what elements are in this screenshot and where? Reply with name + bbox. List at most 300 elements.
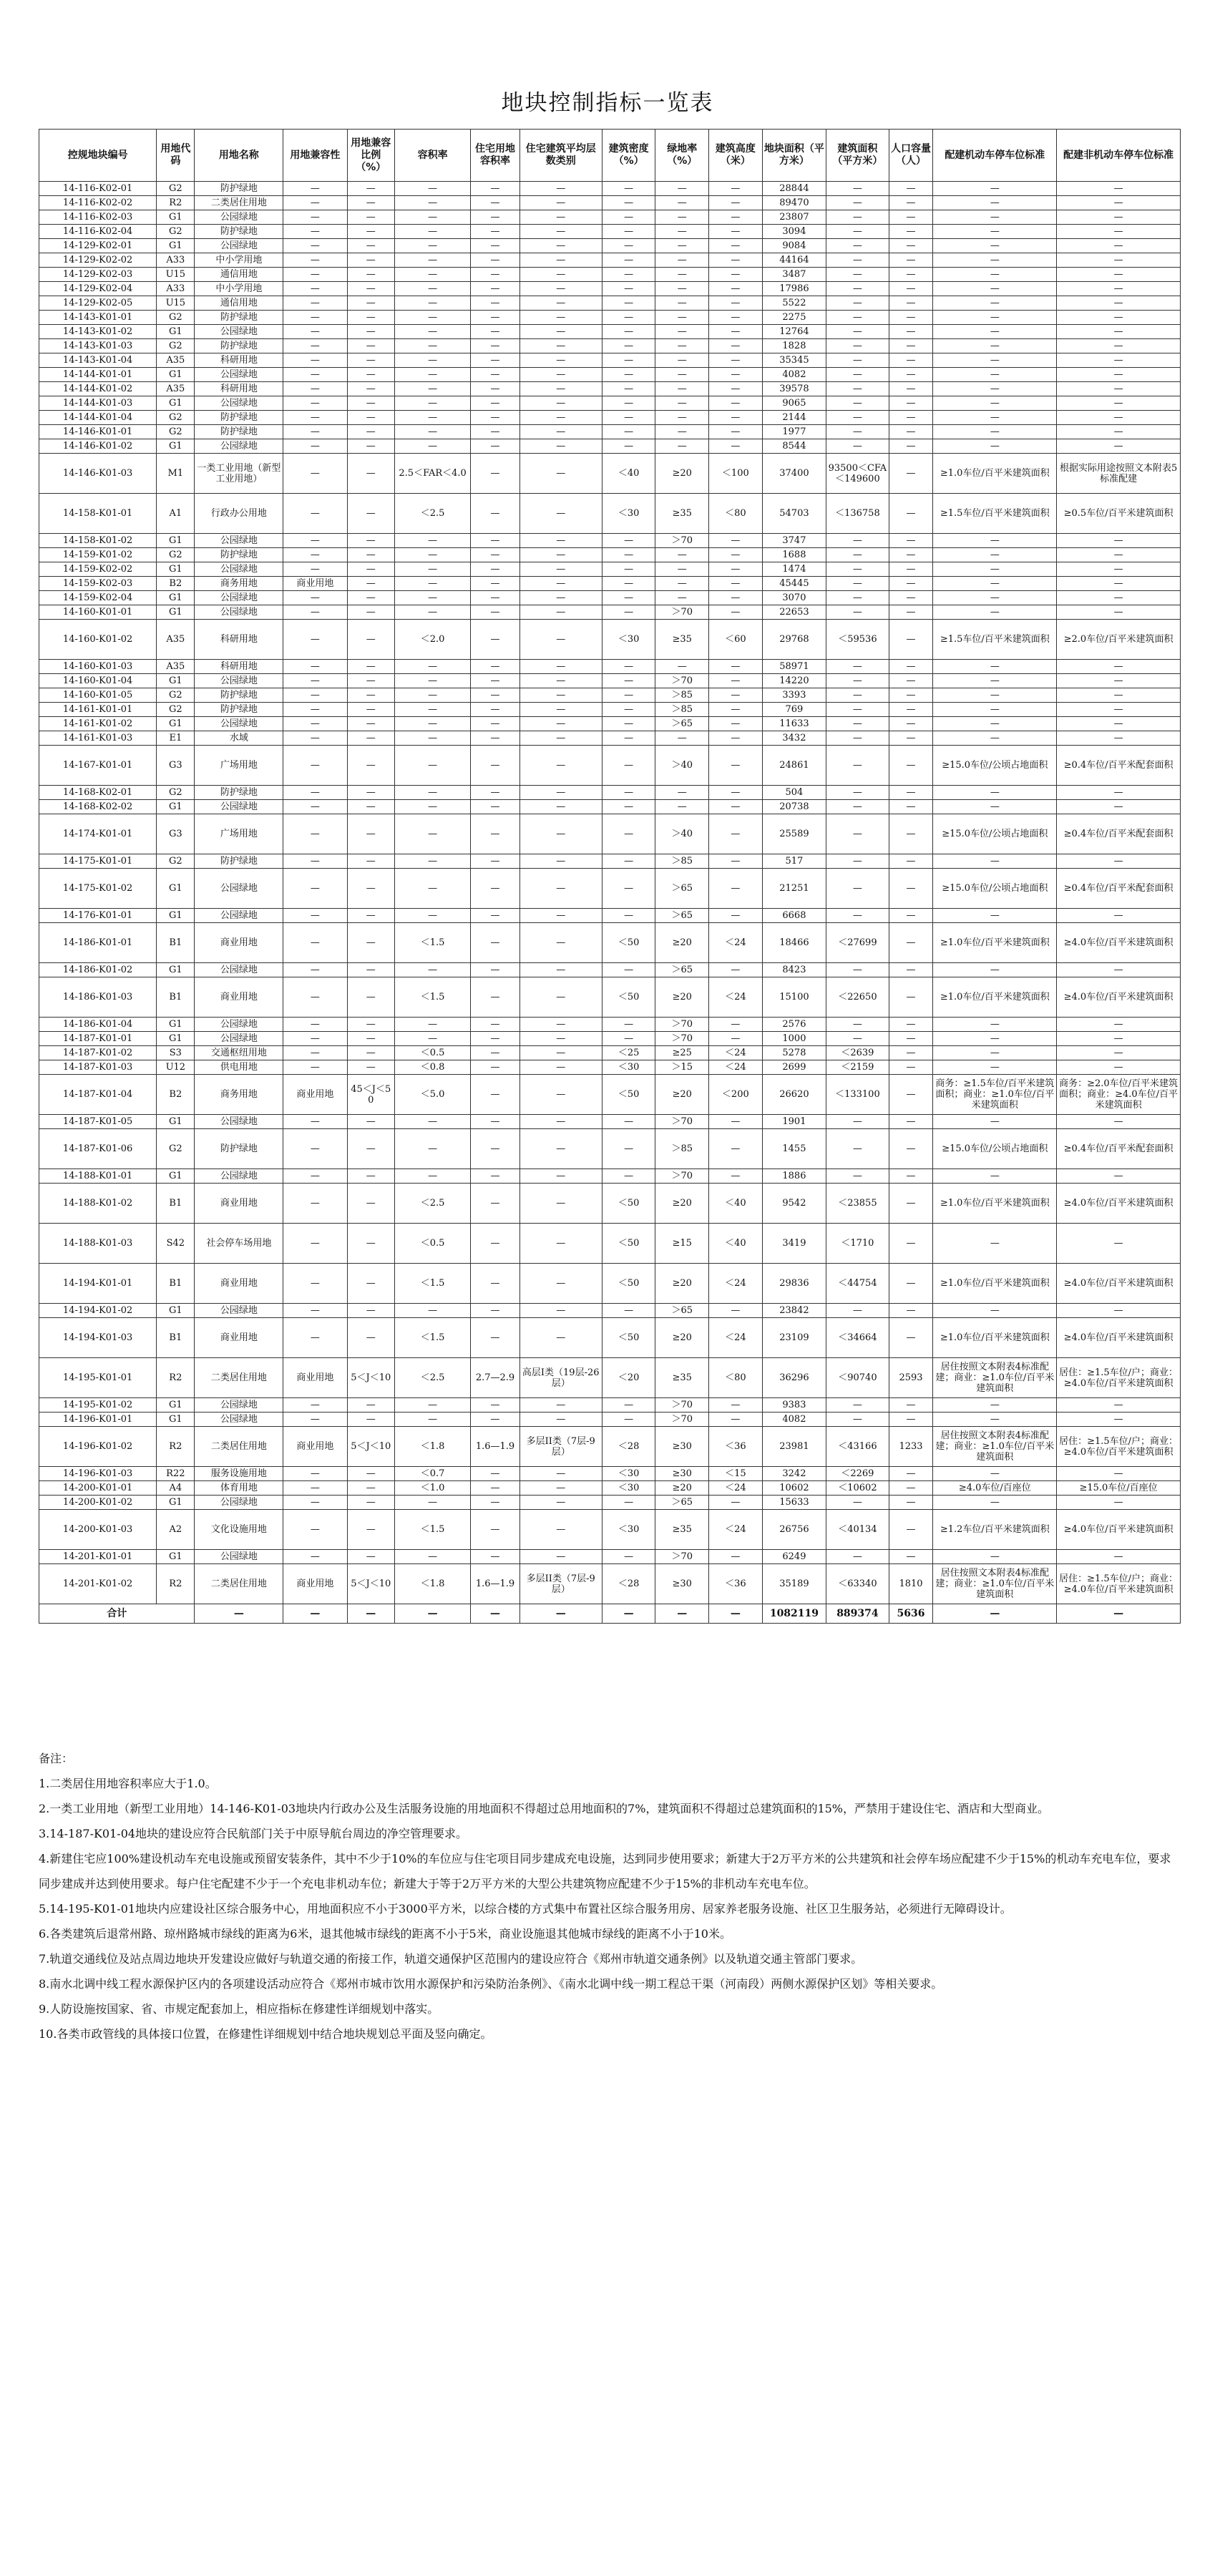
table-cell: — (709, 746, 763, 786)
table-cell: — (1057, 731, 1181, 746)
table-cell: — (826, 703, 889, 717)
table-cell: — (826, 1115, 889, 1129)
table-cell: — (826, 963, 889, 977)
table-cell: 14-159-K01-02 (39, 548, 157, 562)
table-cell: — (826, 253, 889, 268)
table-cell: — (933, 548, 1057, 562)
table-cell: — (394, 800, 471, 814)
table-cell: — (347, 1032, 394, 1046)
table-row (39, 225, 1181, 239)
table-row (39, 1358, 1181, 1398)
table-cell: 11633 (762, 717, 826, 731)
table-cell: 35189 (762, 1564, 826, 1604)
table-cell: — (471, 1413, 519, 1427)
table-cell: — (347, 1550, 394, 1564)
table-cell: — (394, 577, 471, 591)
table-cell: — (519, 1264, 602, 1304)
table-cell: 14-146-K01-01 (39, 425, 157, 439)
table-cell: 14-144-K01-02 (39, 382, 157, 396)
table-cell: 1828 (762, 339, 826, 353)
table-cell: ＜5.0 (394, 1075, 471, 1115)
table-cell: — (602, 746, 655, 786)
table-cell: — (709, 411, 763, 425)
table-cell: 14-201-K01-01 (39, 1550, 157, 1564)
table-cell: — (519, 577, 602, 591)
table-cell: ＜24 (709, 923, 763, 963)
table-cell: — (283, 800, 348, 814)
table-cell: 14-196-K01-03 (39, 1467, 157, 1481)
table-cell: — (471, 210, 519, 225)
table-cell: — (826, 196, 889, 210)
table-cell: — (471, 688, 519, 703)
table-cell: ＞70 (655, 1550, 709, 1564)
table-cell: — (933, 368, 1057, 382)
table-row (39, 1046, 1181, 1060)
table-cell: 14-186-K01-04 (39, 1018, 157, 1032)
table-cell: 公园绿地 (195, 562, 283, 577)
total-cell: — (655, 1604, 709, 1624)
table-cell: — (826, 577, 889, 591)
table-cell: ≥20 (655, 1184, 709, 1224)
table-cell: ≥20 (655, 454, 709, 494)
table-cell: — (347, 411, 394, 425)
table-cell: — (709, 1496, 763, 1510)
table-cell: 公园绿地 (195, 869, 283, 909)
table-row (39, 382, 1181, 396)
table-cell: — (471, 296, 519, 311)
table-cell: 防护绿地 (195, 703, 283, 717)
table-cell: — (519, 1224, 602, 1264)
table-cell: 14-143-K01-02 (39, 325, 157, 339)
table-cell: — (933, 963, 1057, 977)
table-cell: — (602, 239, 655, 253)
column-header: 用地兼容比例（%） (347, 130, 394, 182)
table-cell: — (283, 703, 348, 717)
table-cell: — (889, 239, 933, 253)
table-cell: — (347, 182, 394, 196)
table-cell: — (394, 325, 471, 339)
notes-list (39, 1771, 1181, 2046)
table-cell: — (889, 674, 933, 688)
table-cell: — (519, 182, 602, 196)
table-cell: — (933, 703, 1057, 717)
table-cell: — (283, 411, 348, 425)
table-cell: G2 (157, 1129, 195, 1169)
table-cell: ≥15.0车位/公顷占地面积 (933, 746, 1057, 786)
table-cell: — (709, 562, 763, 577)
table-cell: — (283, 454, 348, 494)
table-cell: 14-201-K01-02 (39, 1564, 157, 1604)
table-cell: 14-129-K02-05 (39, 296, 157, 311)
table-cell: 769 (762, 703, 826, 717)
table-cell: — (471, 396, 519, 411)
table-cell: 科研用地 (195, 353, 283, 368)
table-cell: — (519, 1510, 602, 1550)
table-cell: — (394, 1496, 471, 1510)
table-cell: — (283, 268, 348, 282)
table-cell: 9383 (762, 1398, 826, 1413)
table-cell: 14-160-K01-03 (39, 660, 157, 674)
table-cell: 供电用地 (195, 1060, 283, 1075)
table-cell: ＜133100 (826, 1075, 889, 1115)
table-cell: — (826, 1398, 889, 1413)
table-cell: — (602, 1550, 655, 1564)
table-cell: — (1057, 562, 1181, 577)
table-cell: — (471, 854, 519, 869)
table-cell: 45＜J＜50 (347, 1075, 394, 1115)
table-row (39, 660, 1181, 674)
table-cell: — (1057, 660, 1181, 674)
table-cell: ＜36 (709, 1564, 763, 1604)
table-cell: — (471, 620, 519, 660)
table-cell: ≥20 (655, 1264, 709, 1304)
table-cell: — (709, 196, 763, 210)
table-cell: 14-161-K01-02 (39, 717, 157, 731)
table-cell: — (602, 411, 655, 425)
table-cell: — (889, 1264, 933, 1304)
note-item: 8.南水北调中线工程水源保护区内的各项建设活动应符合《郑州市城市饮用水源保护和污染防治条例》、《南水北调中线一期工程总干渠（河南段）两侧水源保护区划》等相关要求。 (39, 1977, 943, 1991)
table-cell: — (933, 577, 1057, 591)
table-cell: — (283, 1304, 348, 1318)
table-cell: — (394, 963, 471, 977)
table-row (39, 1413, 1181, 1427)
column-header: 住宅建筑平均层数类别 (519, 130, 602, 182)
table-cell: — (519, 620, 602, 660)
table-cell: — (709, 1550, 763, 1564)
table-cell: G1 (157, 1115, 195, 1129)
table-cell: — (826, 717, 889, 731)
table-cell: 1.6—1.9 (471, 1564, 519, 1604)
table-cell: 2275 (762, 311, 826, 325)
table-cell: ≥25 (655, 1046, 709, 1060)
table-cell: 14-194-K01-01 (39, 1264, 157, 1304)
table-cell: — (1057, 703, 1181, 717)
table-cell: — (889, 282, 933, 296)
table-cell: — (471, 182, 519, 196)
note-item: 3.14-187-K01-04地块的建设应符合民航部门关于中原导航台周边的净空管理要求。 (39, 1827, 468, 1840)
table-cell: 防护绿地 (195, 225, 283, 239)
table-cell: — (602, 800, 655, 814)
table-cell: — (347, 1481, 394, 1496)
table-cell: ＞40 (655, 746, 709, 786)
table-cell: — (889, 411, 933, 425)
table-cell: ≥35 (655, 494, 709, 534)
table-cell: — (602, 368, 655, 382)
table-cell: 二类居住用地 (195, 1427, 283, 1467)
total-cell: — (394, 1604, 471, 1624)
table-cell: — (933, 339, 1057, 353)
table-row (39, 494, 1181, 534)
table-cell: 14220 (762, 674, 826, 688)
table-cell: — (709, 1304, 763, 1318)
table-row (39, 534, 1181, 548)
table-cell: — (283, 1115, 348, 1129)
table-cell: — (519, 746, 602, 786)
table-cell: — (394, 382, 471, 396)
table-cell: — (471, 1184, 519, 1224)
table-cell: G1 (157, 396, 195, 411)
table-cell: — (889, 1169, 933, 1184)
table-cell: — (602, 382, 655, 396)
table-cell: — (826, 439, 889, 454)
table-cell: — (519, 353, 602, 368)
table-cell: — (394, 1398, 471, 1413)
table-cell: R2 (157, 196, 195, 210)
table-cell: — (1057, 1304, 1181, 1318)
table-row (39, 368, 1181, 382)
table-cell: ＜24 (709, 1510, 763, 1550)
table-cell: ＜1.8 (394, 1564, 471, 1604)
table-cell: — (933, 786, 1057, 800)
table-cell: 公园绿地 (195, 534, 283, 548)
table-cell: 35345 (762, 353, 826, 368)
table-cell: ＜50 (602, 1224, 655, 1264)
table-cell: — (394, 1169, 471, 1184)
table-cell: ＞70 (655, 674, 709, 688)
table-cell: — (826, 1496, 889, 1510)
table-cell: — (519, 368, 602, 382)
table-cell: 商业用地 (283, 1564, 348, 1604)
table-cell: 5＜J＜10 (347, 1564, 394, 1604)
table-cell: ≥30 (655, 1564, 709, 1604)
table-cell: G1 (157, 1550, 195, 1564)
table-cell: — (889, 1481, 933, 1496)
table-cell: — (283, 353, 348, 368)
table-cell: 社会停车场用地 (195, 1224, 283, 1264)
table-cell: 14-116-K02-04 (39, 225, 157, 239)
table-cell: — (655, 253, 709, 268)
table-cell: — (602, 717, 655, 731)
table-cell: 14-187-K01-01 (39, 1032, 157, 1046)
table-cell: 居住按照文本附表4标准配建；商业：≥1.0车位/百平米建筑面积 (933, 1564, 1057, 1604)
note-item: 2.一类工业用地（新型工业用地）14-146-K01-03地块内行政办公及生活服务设施的用地面积不得超过总用地面积的7%，建筑面积不得超过总建筑面积的15%，严禁用于建设住宅、酒店和大型商业。 (39, 1802, 1050, 1815)
table-cell: ≥1.2车位/百平米建筑面积 (933, 1510, 1057, 1550)
table-cell: — (889, 854, 933, 869)
table-cell: — (655, 800, 709, 814)
table-cell: 14-195-K01-01 (39, 1358, 157, 1398)
table-cell: — (889, 439, 933, 454)
table-cell: — (1057, 1018, 1181, 1032)
table-cell: — (602, 1496, 655, 1510)
table-cell: — (283, 339, 348, 353)
table-cell: — (394, 814, 471, 854)
table-cell: B2 (157, 577, 195, 591)
table-cell: — (826, 1550, 889, 1564)
table-cell: — (709, 225, 763, 239)
table-cell: ＞70 (655, 1413, 709, 1427)
table-cell: ＞70 (655, 534, 709, 548)
table-cell: 14-158-K01-01 (39, 494, 157, 534)
table-cell: — (1057, 1169, 1181, 1184)
table-cell: 防护绿地 (195, 182, 283, 196)
table-cell: — (889, 1496, 933, 1510)
total-cell: 1082119 (762, 1604, 826, 1624)
table-cell: 14-160-K01-04 (39, 674, 157, 688)
table-cell: — (889, 1115, 933, 1129)
table-cell: G1 (157, 674, 195, 688)
table-cell: 14-174-K01-01 (39, 814, 157, 854)
table-cell: — (889, 368, 933, 382)
table-cell: — (933, 731, 1057, 746)
table-cell: — (394, 353, 471, 368)
table-row (39, 786, 1181, 800)
table-cell: — (471, 1046, 519, 1060)
table-row (39, 425, 1181, 439)
total-cell: 889374 (826, 1604, 889, 1624)
table-cell: — (889, 1129, 933, 1169)
table-cell: — (602, 439, 655, 454)
table-cell: — (709, 1018, 763, 1032)
table-cell: — (283, 1046, 348, 1060)
table-cell: — (347, 963, 394, 977)
table-cell: — (471, 1304, 519, 1318)
table-cell: 14-168-K02-01 (39, 786, 157, 800)
table-cell: G1 (157, 1496, 195, 1510)
table-cell: — (471, 411, 519, 425)
table-cell: 1455 (762, 1129, 826, 1169)
table-cell: 一类工业用地（新型工业用地） (195, 454, 283, 494)
table-cell: — (602, 660, 655, 674)
table-cell: — (1057, 1550, 1181, 1564)
table-cell: 8544 (762, 439, 826, 454)
table-cell: G2 (157, 311, 195, 325)
table-cell: — (933, 605, 1057, 620)
table-cell: 14-116-K02-02 (39, 196, 157, 210)
table-cell: — (519, 977, 602, 1018)
table-cell: ＜0.5 (394, 1046, 471, 1060)
table-cell: — (347, 454, 394, 494)
table-cell: ＜2.5 (394, 1358, 471, 1398)
table-cell: — (709, 353, 763, 368)
table-cell: 15100 (762, 977, 826, 1018)
table-cell: — (283, 1184, 348, 1224)
table-cell: — (602, 425, 655, 439)
table-cell: — (655, 325, 709, 339)
table-cell: ＜1.5 (394, 977, 471, 1018)
table-cell: — (655, 577, 709, 591)
table-cell: — (519, 1169, 602, 1184)
table-cell: — (519, 1046, 602, 1060)
table-cell: 14-159-K02-03 (39, 577, 157, 591)
table-cell: — (709, 239, 763, 253)
table-cell: — (471, 786, 519, 800)
table-cell: — (655, 239, 709, 253)
table-cell: — (347, 731, 394, 746)
table-cell: — (933, 1413, 1057, 1427)
table-cell: — (519, 210, 602, 225)
table-cell: — (347, 591, 394, 605)
table-cell: — (347, 1398, 394, 1413)
table-cell: — (347, 1018, 394, 1032)
table-cell: 24861 (762, 746, 826, 786)
table-cell: 交通枢纽用地 (195, 1046, 283, 1060)
table-cell: G2 (157, 182, 195, 196)
table-cell: — (471, 1510, 519, 1550)
table-cell: 商业用地 (283, 1075, 348, 1115)
table-cell: — (519, 963, 602, 977)
table-row (39, 1224, 1181, 1264)
table-cell: — (347, 717, 394, 731)
table-cell: — (826, 1032, 889, 1046)
table-cell: 9542 (762, 1184, 826, 1224)
table-cell: — (709, 396, 763, 411)
table-cell: B1 (157, 1318, 195, 1358)
table-cell: 93500＜CFA＜149600 (826, 454, 889, 494)
table-cell: 14-129-K02-02 (39, 253, 157, 268)
table-cell: — (602, 296, 655, 311)
table-cell: — (1057, 909, 1181, 923)
table-cell: — (826, 786, 889, 800)
table-cell: — (1057, 963, 1181, 977)
table-cell: 26620 (762, 1075, 826, 1115)
table-cell: — (519, 494, 602, 534)
table-cell: — (602, 869, 655, 909)
table-cell: — (471, 1060, 519, 1075)
table-cell: ＜24 (709, 1481, 763, 1496)
table-cell: — (826, 325, 889, 339)
table-cell: — (602, 268, 655, 282)
table-cell: — (889, 746, 933, 786)
table-cell: ＜24 (709, 1046, 763, 1060)
table-cell: G2 (157, 225, 195, 239)
table-cell: 公园绿地 (195, 1169, 283, 1184)
table-cell: — (347, 325, 394, 339)
table-cell: — (394, 731, 471, 746)
table-cell: — (283, 425, 348, 439)
column-header: 用地名称 (195, 130, 283, 182)
table-cell: — (519, 591, 602, 605)
table-cell: — (709, 963, 763, 977)
table-cell: — (283, 562, 348, 577)
table-cell: ≥1.5车位/百平米建筑面积 (933, 494, 1057, 534)
table-row (39, 1032, 1181, 1046)
table-cell: G1 (157, 800, 195, 814)
table-cell: — (602, 1032, 655, 1046)
table-cell: 多层II类（7层-9层） (519, 1427, 602, 1467)
table-cell: ＜1.5 (394, 923, 471, 963)
table-cell: — (519, 1318, 602, 1358)
table-cell: — (347, 296, 394, 311)
table-cell: — (889, 717, 933, 731)
table-cell: — (1057, 1413, 1181, 1427)
table-cell: 行政办公用地 (195, 494, 283, 534)
table-cell: — (347, 268, 394, 282)
table-cell: U15 (157, 268, 195, 282)
table-cell: — (709, 909, 763, 923)
table-cell: ＜1.8 (394, 1427, 471, 1467)
table-cell: 14-188-K01-02 (39, 1184, 157, 1224)
table-cell: — (283, 239, 348, 253)
table-cell: — (1057, 1496, 1181, 1510)
table-cell: — (933, 1018, 1057, 1032)
table-cell: — (519, 253, 602, 268)
table-row (39, 454, 1181, 494)
table-cell: — (471, 548, 519, 562)
table-row (39, 977, 1181, 1018)
table-cell: — (655, 210, 709, 225)
table-cell: 3393 (762, 688, 826, 703)
table-cell: — (933, 674, 1057, 688)
table-cell: — (283, 1032, 348, 1046)
table-cell: 14-186-K01-03 (39, 977, 157, 1018)
table-cell: ＜1710 (826, 1224, 889, 1264)
table-cell: — (933, 534, 1057, 548)
table-cell: — (283, 977, 348, 1018)
table-cell: — (602, 1169, 655, 1184)
table-cell: — (889, 869, 933, 909)
table-cell: — (889, 1046, 933, 1060)
table-cell: A4 (157, 1481, 195, 1496)
